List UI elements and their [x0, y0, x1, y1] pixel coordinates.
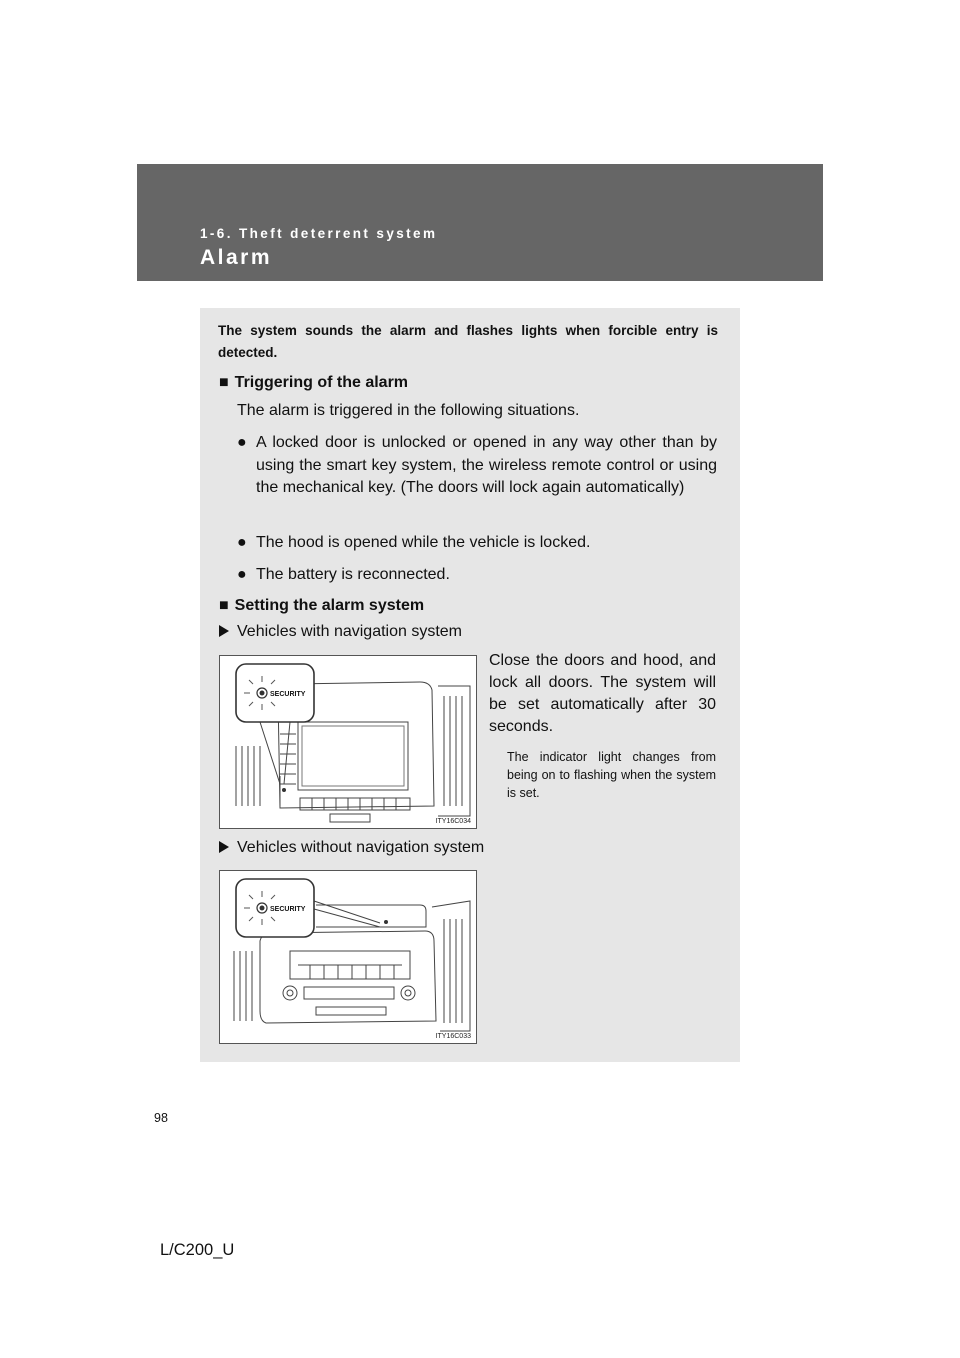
navigation-dashboard-illustration [220, 656, 476, 828]
list-item [237, 564, 717, 587]
heading-triggering-text: Triggering of the alarm [234, 374, 409, 391]
content-box [200, 308, 740, 1062]
heading-setting [219, 597, 424, 615]
model-code: L/C200_U [160, 1241, 235, 1259]
list-item-text: The battery is reconnected. [256, 566, 450, 583]
bullet-icon: ● [237, 534, 247, 551]
list-item [237, 432, 717, 500]
heading-triggering [219, 374, 408, 392]
bullet-icon: ● [237, 434, 247, 451]
figure-code: ITY16C033 [435, 1033, 471, 1040]
list-item [237, 532, 717, 555]
figure-audio-system [219, 870, 477, 1044]
section-header [137, 164, 823, 281]
instruction-text: Close the doors and hood, and lock all doors. The system will be set automatically after 30 seconds. [489, 652, 716, 735]
figure-navigation-system [219, 655, 477, 829]
figure-code: ITY16C034 [435, 818, 471, 825]
list-item-text: The hood is opened while the vehicle is locked. [256, 534, 591, 551]
nav-vehicles-label [219, 623, 462, 641]
bullet-icon: ● [237, 566, 247, 583]
list-item-text: A locked door is unlocked or opened in any way other than by using the smart key system, the wireless remote control or using the mechanical key. (The doors will lock again automatically) [256, 434, 717, 496]
indicator-note: The indicator light changes from being on to flashing when the system is set. [507, 750, 716, 800]
non-nav-vehicles-label [219, 839, 484, 857]
page-number: 98 [154, 1111, 168, 1125]
non-nav-vehicles-text: Vehicles without navigation system [237, 839, 485, 856]
security-label: SECURITY [270, 906, 306, 913]
audio-dashboard-illustration [220, 871, 476, 1043]
arrow-right-icon [219, 841, 229, 853]
heading-setting-text: Setting the alarm system [234, 597, 425, 614]
square-bullet-icon: ■ [219, 597, 229, 614]
page-title: Alarm [200, 246, 273, 269]
triggering-lead: The alarm is triggered in the following situations. [237, 402, 580, 419]
security-label: SECURITY [270, 691, 306, 698]
section-label: 1-6. Theft deterrent system [200, 226, 438, 241]
arrow-right-icon [219, 625, 229, 637]
nav-vehicles-text: Vehicles with navigation system [237, 623, 462, 640]
square-bullet-icon: ■ [219, 374, 229, 391]
intro-text: The system sounds the alarm and flashes lights when forcible entry is detected. [218, 323, 718, 360]
